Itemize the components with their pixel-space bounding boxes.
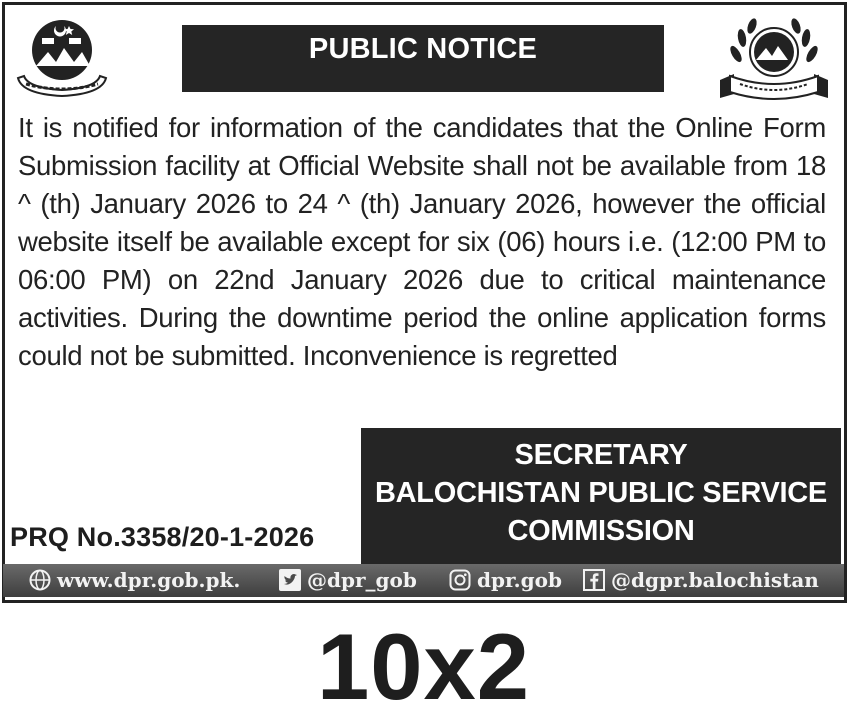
signatory-organization-line2: COMMISSION — [507, 515, 695, 547]
footer-facebook[interactable] — [583, 567, 819, 593]
footer-website-text: www.dpr.gob.pk. — [57, 568, 241, 592]
footer-contact-bar — [3, 564, 844, 597]
footer-twitter-handle: @dpr_gob — [307, 568, 417, 592]
balochistan-government-emblem-icon — [12, 14, 112, 100]
footer-instagram-handle: dpr.gob — [477, 568, 562, 592]
page-title: PUBLIC NOTICE — [308, 33, 538, 65]
footer-facebook-handle: @dgpr.balochistan — [611, 568, 819, 592]
facebook-icon — [583, 569, 605, 591]
signatory-designation: SECRETARY — [514, 439, 688, 471]
instagram-icon — [449, 569, 471, 591]
prq-number: PRQ No.3358/20-1-2026 — [10, 522, 315, 552]
footer-twitter[interactable] — [279, 567, 417, 593]
ad-size-label: 10x2 — [316, 614, 531, 719]
notice-body-text: It is notified for information of the candidates that the Online Form Submission facility at Official Website shall not be available from 18 ^ (th) January 2026 to 24 ^ (th) January 2026, however the official website itself be available except for six (06) hours i.e. (12:00 PM to 06:00 PM) on 22nd January 2026 due to critical maintenance activities. During the downtime period the online application forms could not be submitted. Inconvenience is regretted — [18, 112, 826, 371]
dgpr-balochistan-emblem-icon — [716, 14, 832, 100]
signatory-box — [361, 428, 841, 566]
public-notice-title-bar — [182, 25, 664, 92]
globe-icon — [29, 569, 51, 591]
twitter-icon — [279, 569, 301, 591]
footer-instagram[interactable] — [449, 567, 562, 593]
footer-website[interactable] — [29, 567, 240, 593]
signatory-organization-line1: BALOCHISTAN PUBLIC SERVICE — [375, 477, 827, 509]
